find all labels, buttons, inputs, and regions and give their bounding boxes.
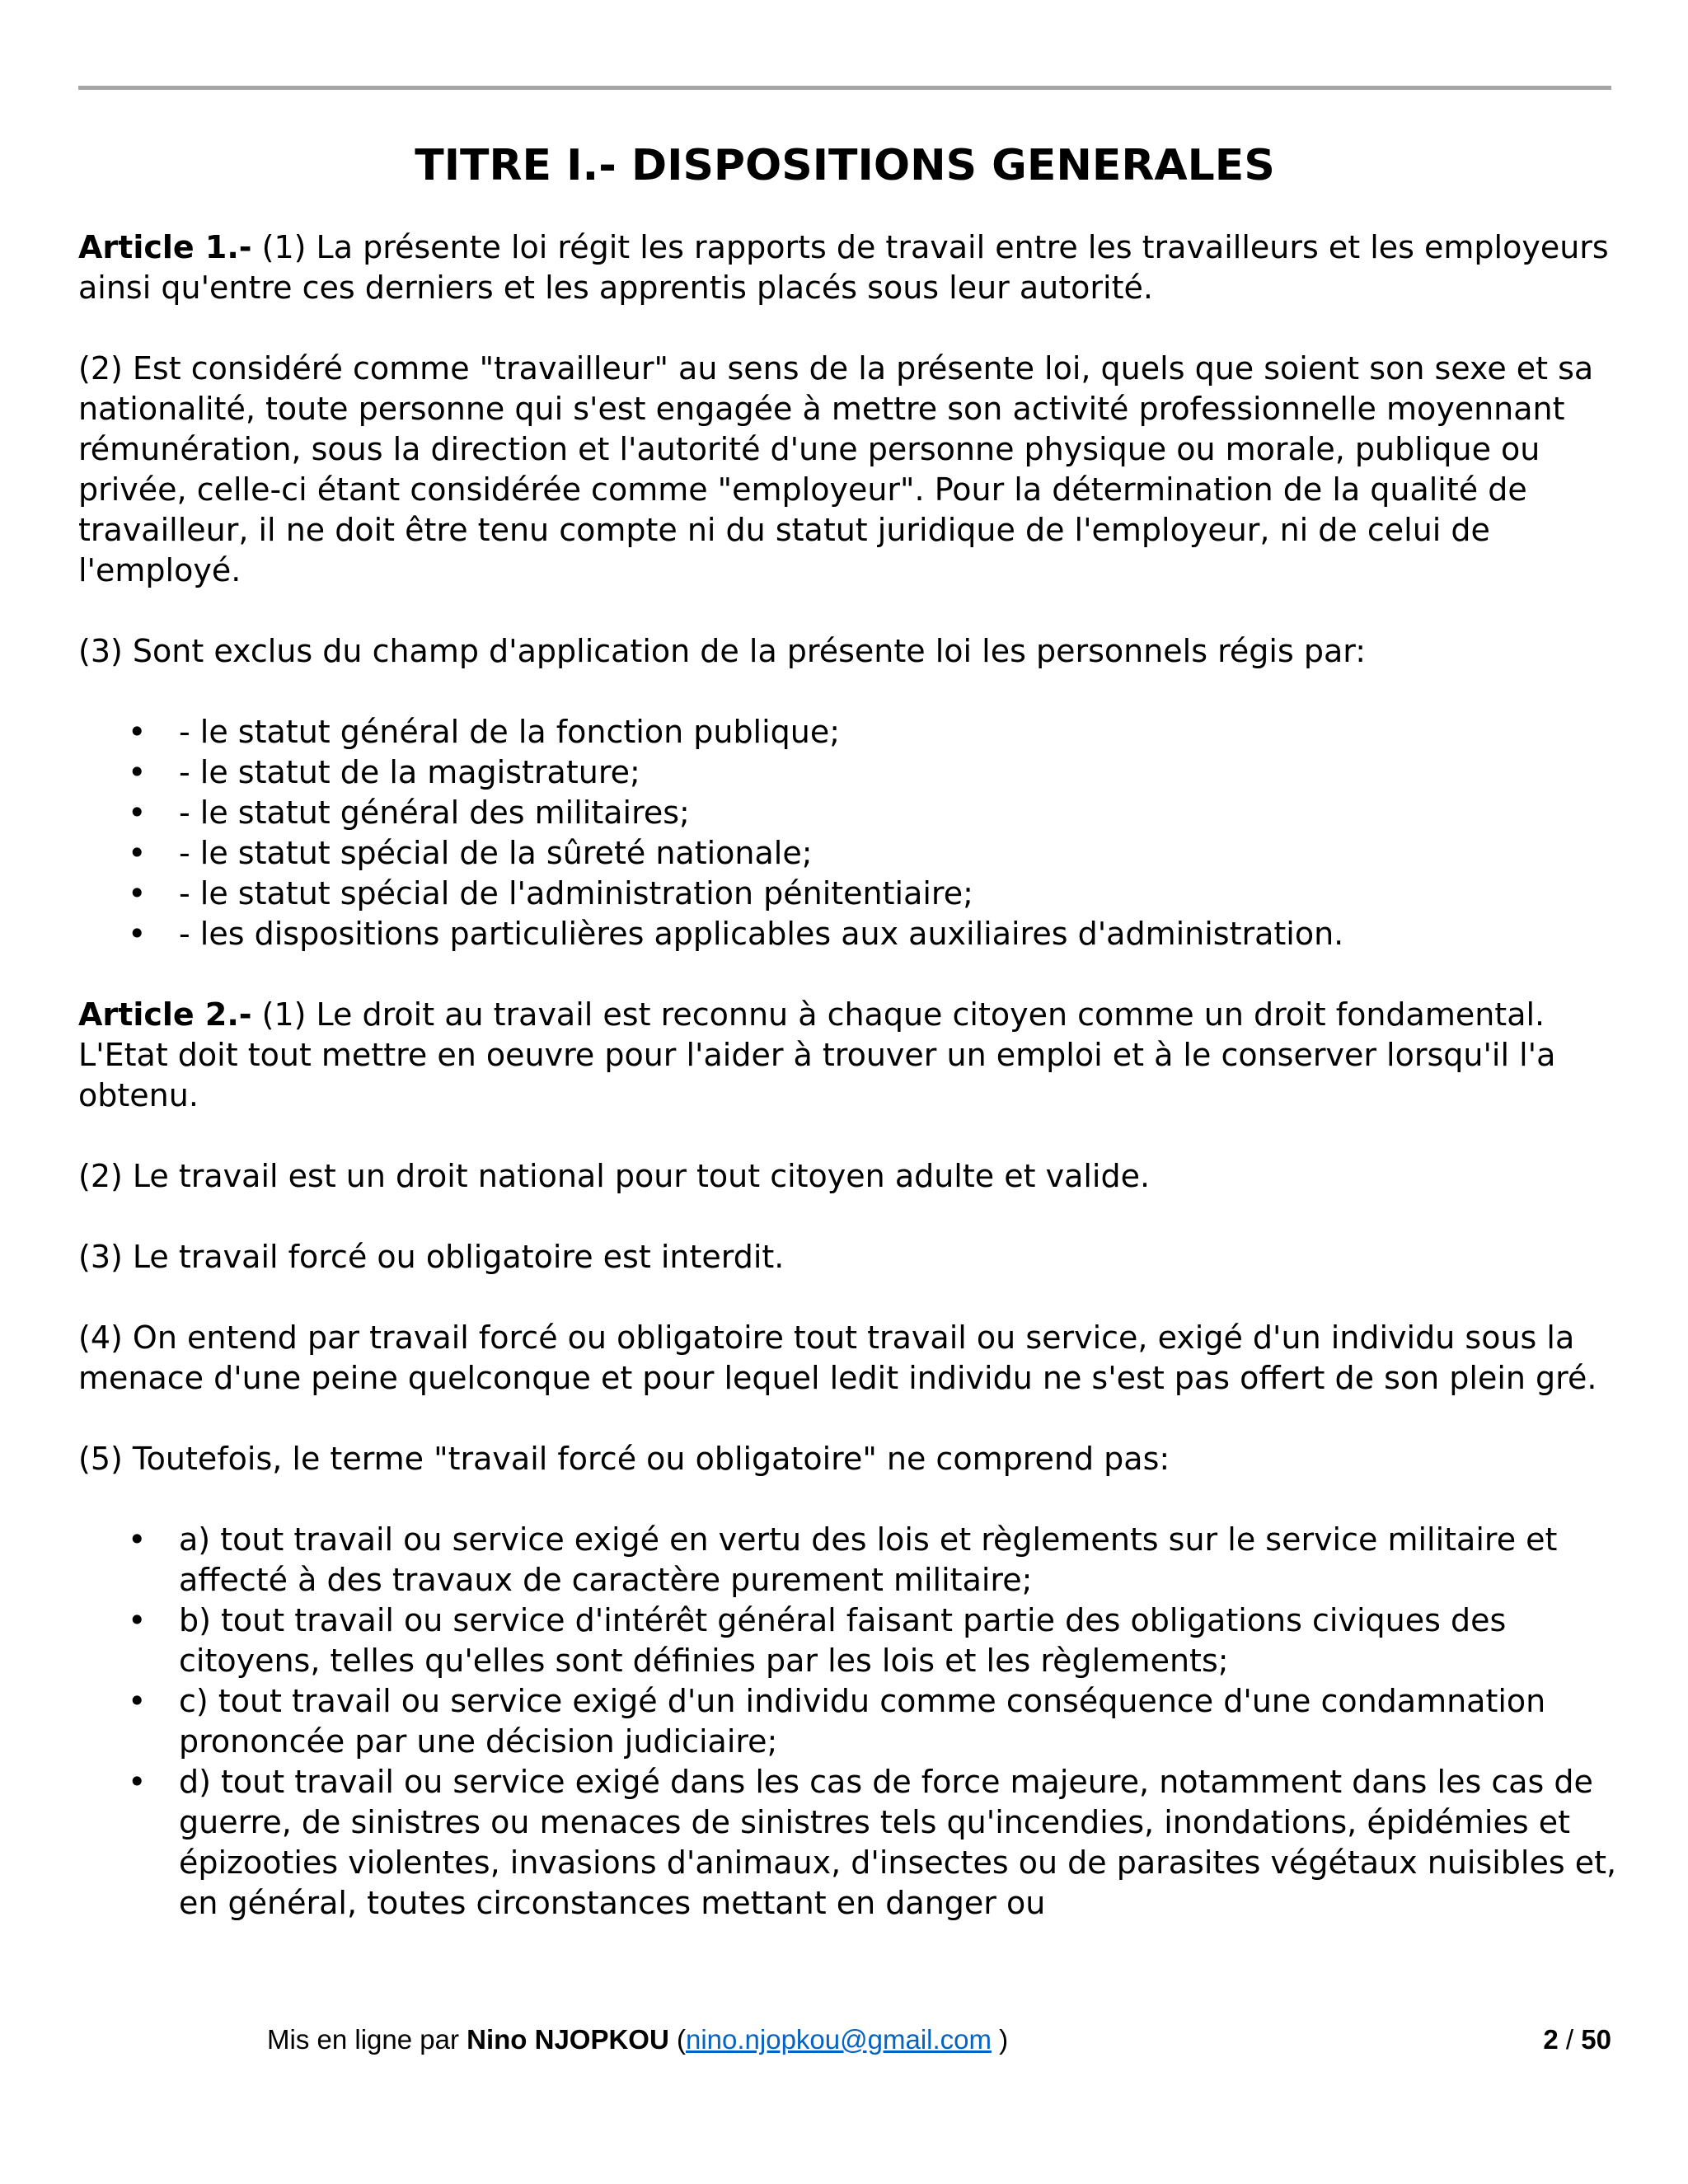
article-2-paragraph-3: (3) Le travail forcé ou obligatoire est interdit. [78,1239,785,1275]
bullet-icon: • [128,1521,147,1558]
article-2-paragraph-1 [78,995,1620,1116]
list-item-text: - le statut général des militaires; [179,794,690,831]
list-item-text: - le statut général de la fonction publique; [179,714,841,750]
document-body [78,227,1620,1964]
page-number [1543,2019,1611,2060]
list-item-text: - le statut spécial de l'administration pénitentiaire; [179,875,973,912]
bullet-icon: • [128,794,147,831]
list-item [128,793,1620,833]
article-1-label: Article 1.- [78,229,252,265]
list-item [128,752,1620,793]
article-1-paragraph-3: (3) Sont exclus du champ d'application de la présente loi les personnels régis par: [78,633,1367,669]
footer-close-paren: ) [992,2024,1009,2055]
bullet-icon: • [128,754,147,790]
article-1-paragraph-1 [78,227,1620,308]
article-2-paragraph-5: (5) Toutefois, le terme "travail forcé ou obligatoire" ne comprend pas: [78,1441,1170,1477]
list-item-text: c) tout travail ou service exigé d'un individu comme conséquence d'une condamnation prononcée par une décision judiciaire; [179,1683,1546,1760]
bullet-icon: • [128,1602,147,1638]
page-separator: / [1558,2024,1582,2055]
list-item [128,1601,1620,1681]
bullet-icon: • [128,875,147,912]
article-1-paragraph-2: (2) Est considéré comme "travailleur" au sens de la présente loi, quels que soient son sexe et sa nationalité, toute personne qui s'est engagée à mettre son activité professionnelle moyennant rémunération, sous la direction et l'autorité d'une personne physique ou morale, publique ou privée, celle-ci étant considérée comme "employeur". Pour la détermination de la qualité de travailleur, il ne doit être tenu compte ni du statut juridique de l'employeur, ni de celui de l'employé. [78,350,1594,588]
bullet-icon: • [128,835,147,871]
article-1-paragraph-1-text: (1) La présente loi régit les rapports de travail entre les travailleurs et les employeurs ainsi qu'entre ces derniers et les apprentis placés sous leur autorité. [78,229,1609,306]
page-footer [0,2019,1688,2060]
footer-open-paren: ( [668,2024,686,2055]
bullet-icon: • [128,1764,147,1800]
bullet-icon: • [128,1683,147,1719]
exceptions-list [78,1520,1620,1924]
list-item [128,914,1620,954]
page-total: 50 [1581,2024,1611,2055]
article-2-paragraph-1-text: (1) Le droit au travail est reconnu à chaque citoyen comme un droit fondamental. L'Etat doit tout mettre en oeuvre pour l'aider à trouver un emploi et à le conserver lorsqu'il l'a obtenu. [78,996,1556,1113]
article-2-paragraph-4: (4) On entend par travail forcé ou obligatoire tout travail ou service, exigé d'un individu sous la menace d'une peine quelconque et pour lequel ledit individu ne s'est pas offert de son plein gré. [78,1319,1597,1396]
list-item [128,1520,1620,1601]
footer-prefix: Mis en ligne par [267,2024,467,2055]
page-current: 2 [1543,2024,1559,2055]
page-title: TITRE I.- DISPOSITIONS GENERALES [415,141,1275,190]
exclusions-list [78,712,1620,954]
list-item-text: a) tout travail ou service exigé en vertu des lois et règlements sur le service militaire et affecté à des travaux de caractère purement militaire; [179,1521,1558,1598]
list-item-text: d) tout travail ou service exigé dans les cas de force majeure, notamment dans les cas de guerre, de sinistres ou menaces de sinistres tels qu'incendies, inondations, épidémies et épizooties violentes, invasions d'animaux, d'insectes ou de parasites végétaux nuisibles et, en général, toutes circonstances mettant en danger ou [179,1764,1617,1921]
list-item-text: - le statut spécial de la sûreté nationale; [179,835,813,871]
list-item [128,1681,1620,1762]
list-item [128,1762,1620,1924]
header-rule [78,86,1611,90]
list-item-text: - les dispositions particulières applicables aux auxiliaires d'administration. [179,916,1344,952]
bullet-icon: • [128,714,147,750]
list-item-text: b) tout travail ou service d'intérêt général faisant partie des obligations civiques des citoyens, telles qu'elles sont définies par les lois et les règlements; [179,1602,1507,1679]
list-item [128,874,1620,914]
footer-email-link[interactable]: nino.njopkou@gmail.com [685,2024,992,2055]
list-item-text: - le statut de la magistrature; [179,754,640,790]
footer-author: Nino NJOPKOU [467,2024,669,2055]
footer-credit [267,2019,1008,2060]
article-2-label: Article 2.- [78,996,252,1033]
list-item [128,712,1620,752]
article-2-paragraph-2: (2) Le travail est un droit national pour tout citoyen adulte et valide. [78,1158,1151,1194]
bullet-icon: • [128,916,147,952]
list-item [128,833,1620,874]
